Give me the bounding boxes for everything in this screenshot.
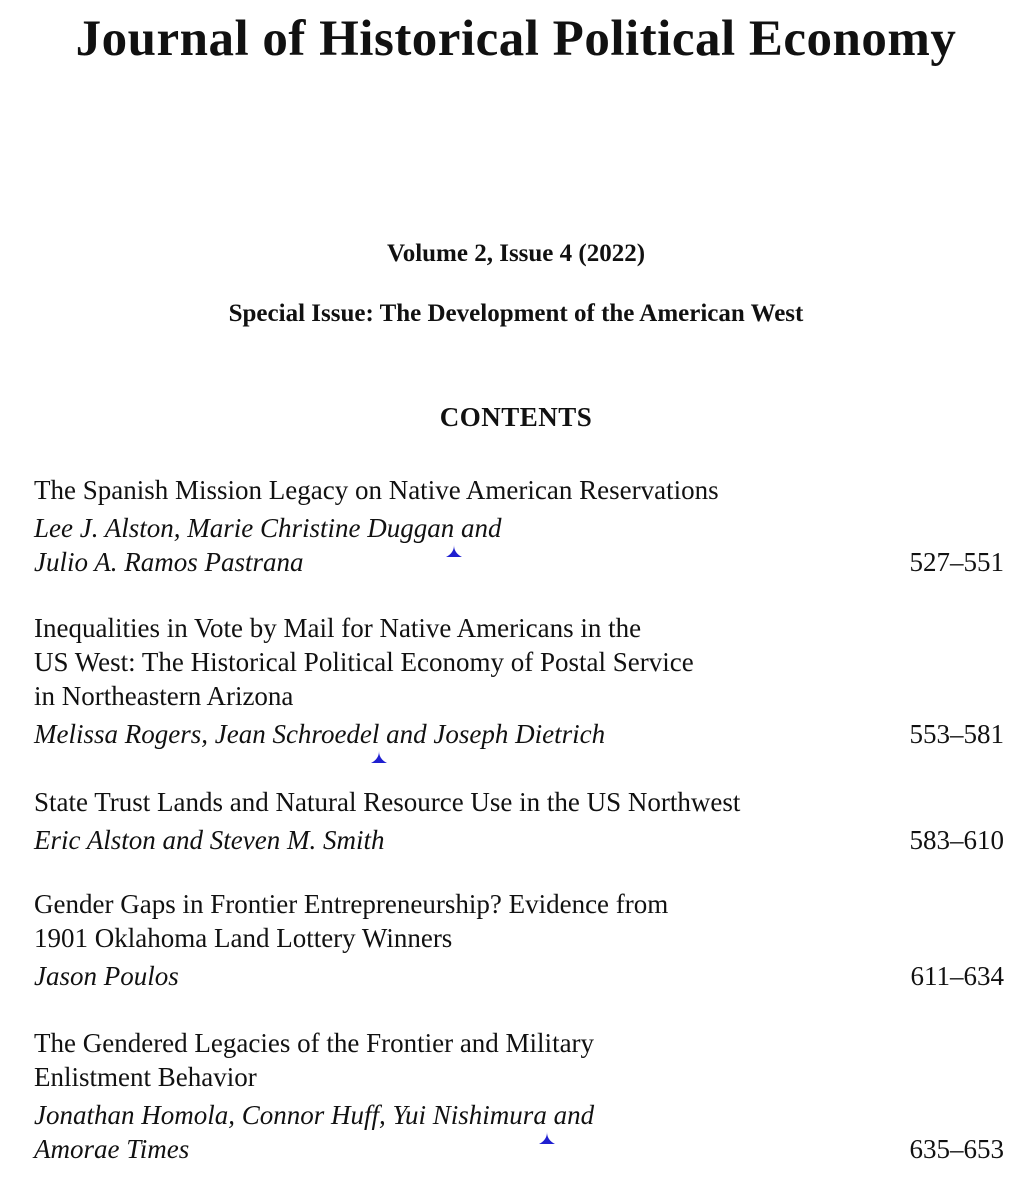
article-authors: Lee J. Alston, Marie Christine Duggan and Julio A. Ramos Pastrana <box>34 513 502 577</box>
volume-issue: Volume 2, Issue 4 (2022) <box>386 240 646 267</box>
article-title[interactable]: Inequalities in Vote by Mail for Native Americans in the US West: The Historical Political Economy of Postal Service in Northeastern Arizona <box>34 613 694 711</box>
page-range: 527–551 <box>909 547 1004 577</box>
contents-heading: CONTENTS <box>439 402 593 432</box>
toc-entry[interactable] <box>34 611 1004 751</box>
page-range: 583–610 <box>909 825 1004 855</box>
author-row <box>34 959 1004 993</box>
article-title[interactable]: Gender Gaps in Frontier Entrepreneurship? Evidence from 1901 Oklahoma Land Lottery Winners <box>34 889 669 953</box>
page-range: 635–653 <box>909 1134 1004 1164</box>
author-row <box>34 823 1004 857</box>
article-title[interactable]: State Trust Lands and Natural Resource Use in the US Northwest <box>34 787 741 817</box>
article-authors: Eric Alston and Steven M. Smith <box>34 825 385 855</box>
article-title[interactable]: The Gendered Legacies of the Frontier and Military Enlistment Behavior <box>34 1028 595 1092</box>
toc-entry[interactable] <box>34 1026 1004 1166</box>
article-authors: Jason Poulos <box>34 961 179 991</box>
special-issue-title: Special Issue: The Development of the American West <box>228 300 804 327</box>
journal-title: Journal of Historical Political Economy <box>75 11 957 67</box>
author-row <box>34 717 1004 751</box>
toc-entry[interactable] <box>34 473 1004 579</box>
page-range: 553–581 <box>909 719 1004 749</box>
page-range: 611–634 <box>910 961 1004 991</box>
article-authors: Jonathan Homola, Connor Huff, Yui Nishimura and Amorae Times <box>34 1100 595 1164</box>
author-row <box>34 1098 1004 1166</box>
author-row <box>34 511 1004 579</box>
toc-entry[interactable] <box>34 887 1004 993</box>
article-authors: Melissa Rogers, Jean Schroedel and Joseph Dietrich <box>34 717 734 751</box>
toc-entry[interactable] <box>34 785 1004 857</box>
article-title[interactable]: The Spanish Mission Legacy on Native American Reservations <box>34 475 719 505</box>
